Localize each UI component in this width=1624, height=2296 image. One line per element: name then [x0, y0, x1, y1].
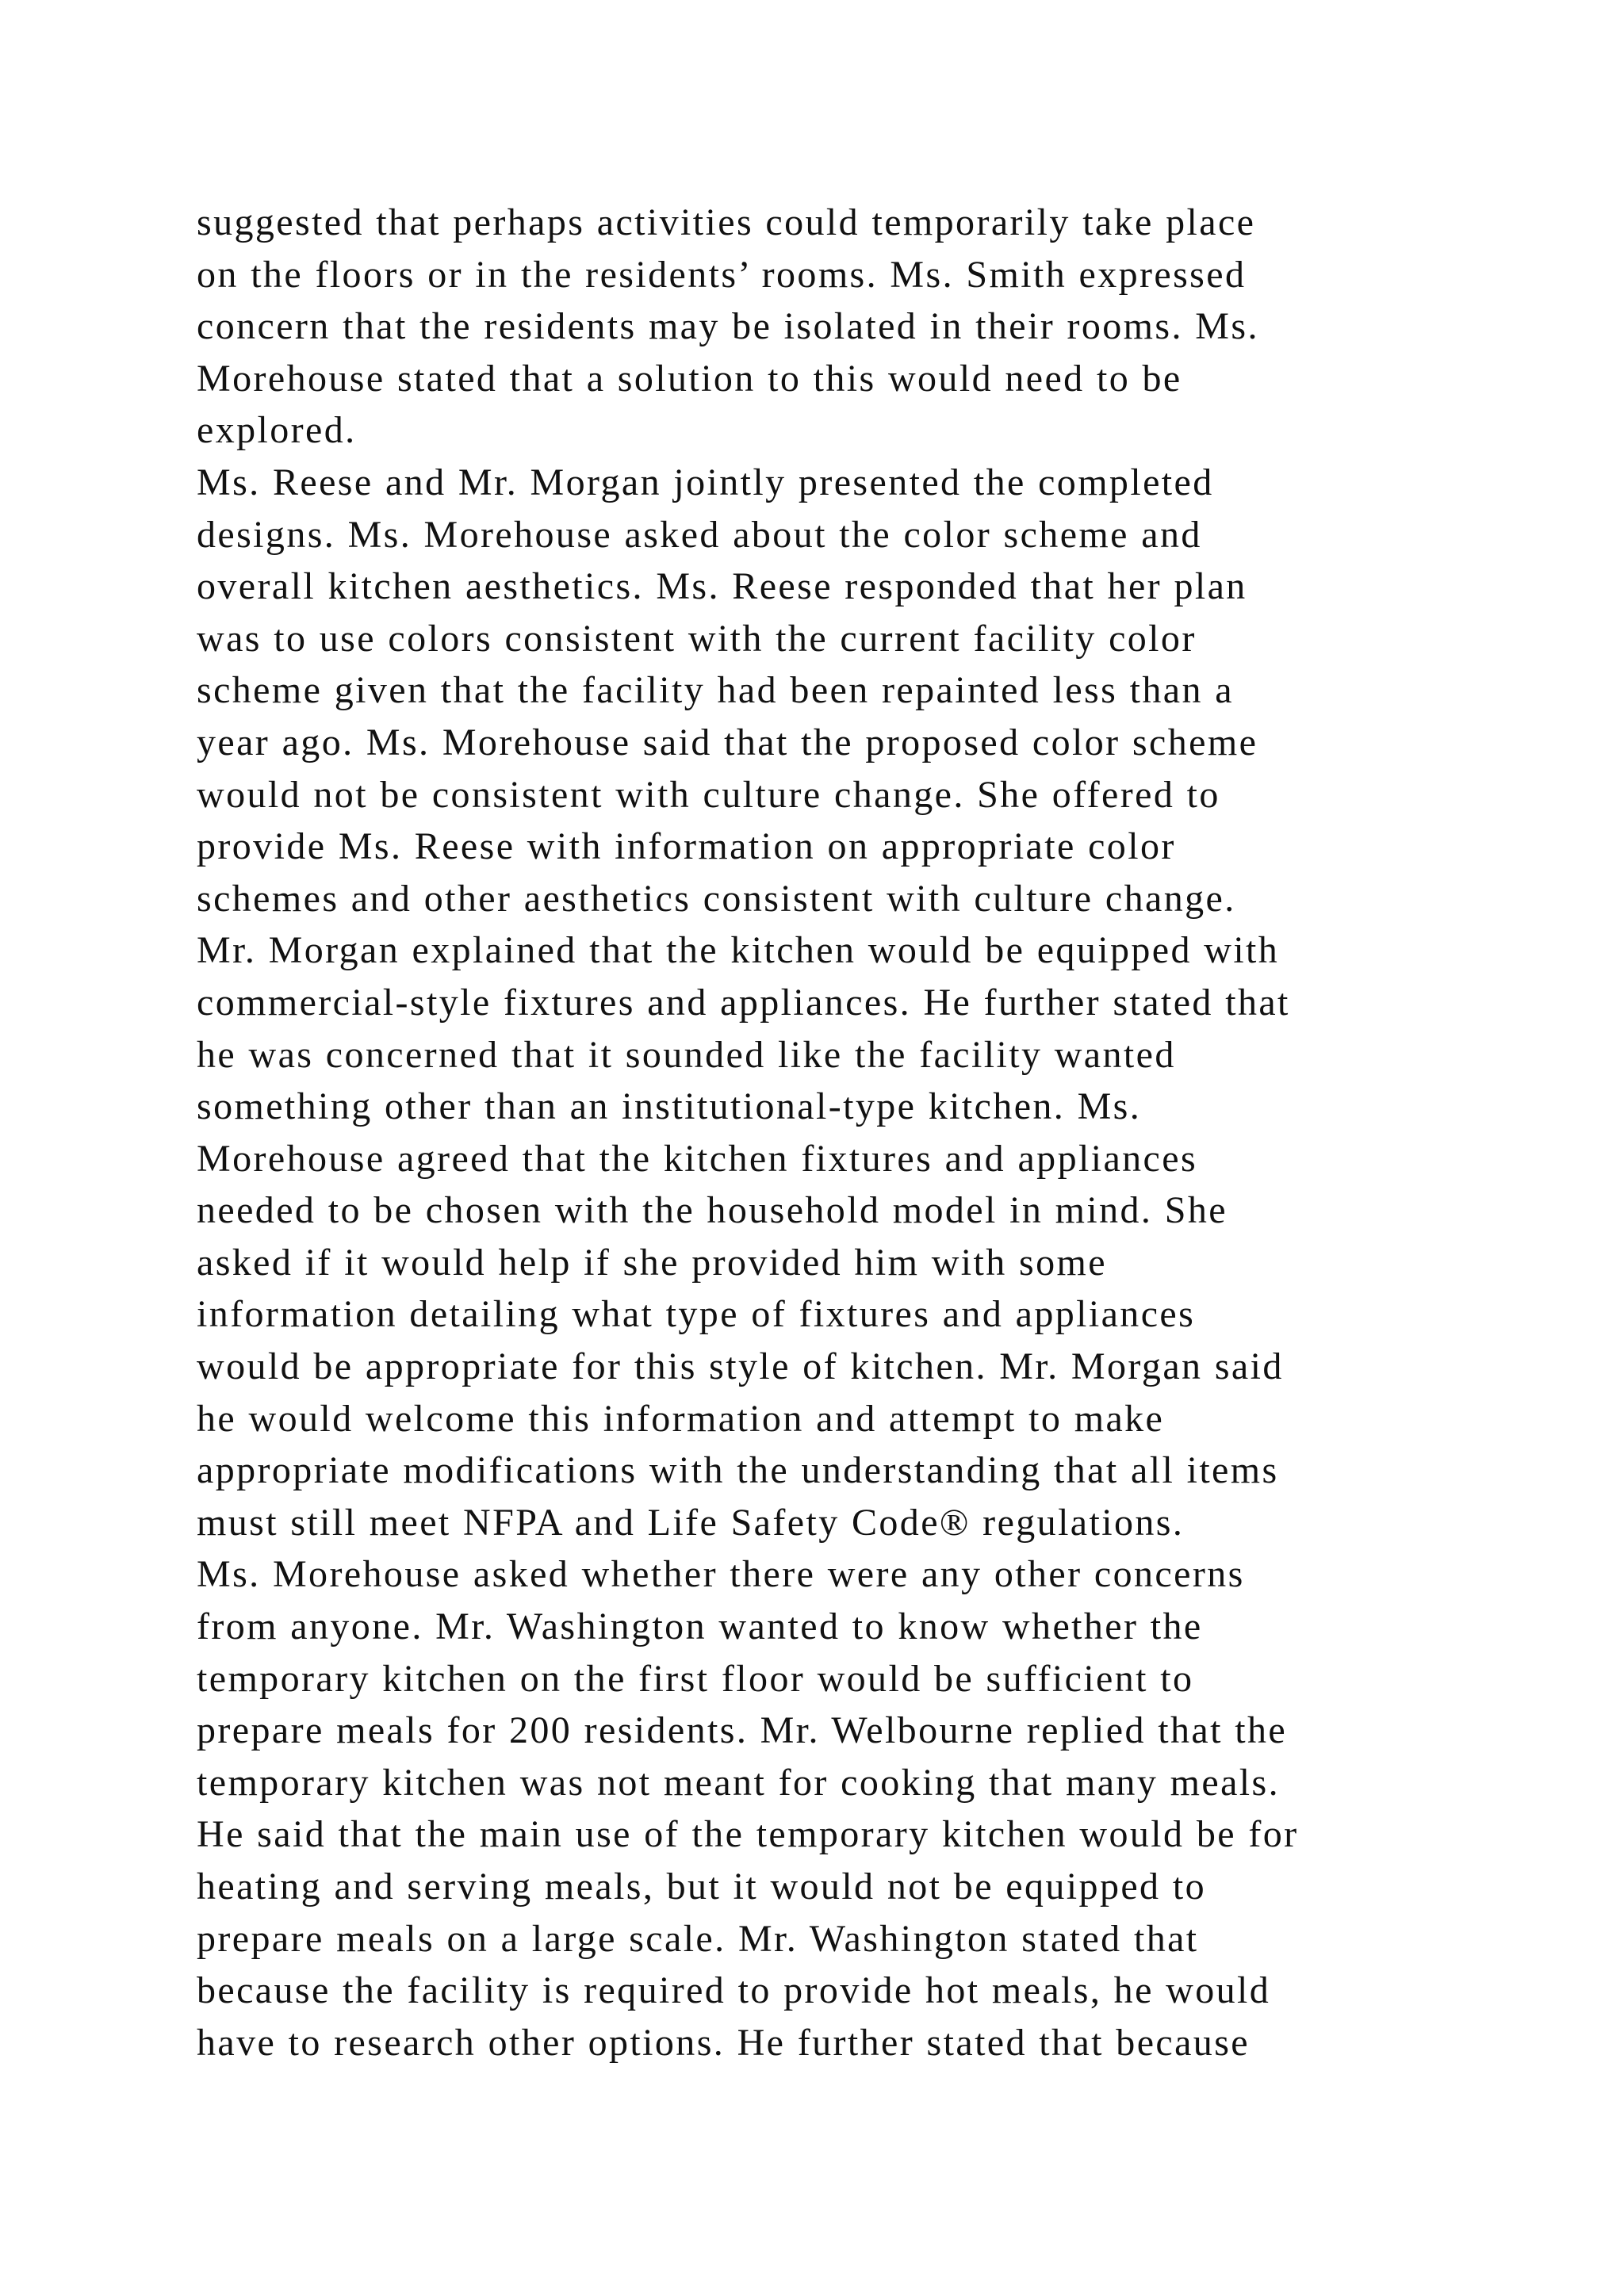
text-line: provide Ms. Reese with information on appropriate color	[197, 825, 1176, 868]
text-line: designs. Ms. Morehouse asked about the color scheme and	[197, 513, 1202, 556]
text-line: prepare meals on a large scale. Mr. Washington stated that	[197, 1917, 1199, 1960]
text-line: He said that the main use of the temporary kitchen would be for	[197, 1813, 1299, 1856]
text-line: Morehouse stated that a solution to this would need to be	[197, 357, 1182, 400]
text-line: prepare meals for 200 residents. Mr. Welbourne replied that the	[197, 1709, 1288, 1752]
text-line: would not be consistent with culture change. She offered to	[197, 773, 1220, 816]
text-line: overall kitchen aesthetics. Ms. Reese responded that her plan	[197, 565, 1247, 608]
text-line: appropriate modifications with the understanding that all items	[197, 1449, 1279, 1492]
text-line: asked if it would help if she provided him with some	[197, 1241, 1107, 1284]
body-text	[197, 197, 1465, 2068]
text-line: Ms. Reese and Mr. Morgan jointly presented the completed	[197, 461, 1214, 503]
text-line: on the floors or in the residents’ rooms. Ms. Smith expressed	[197, 253, 1247, 296]
text-line: explored.	[197, 409, 357, 452]
text-line: was to use colors consistent with the current facility color	[197, 617, 1197, 660]
text-line: temporary kitchen on the first floor would be sufficient to	[197, 1657, 1194, 1700]
text-line: temporary kitchen was not meant for cooking that many meals.	[197, 1761, 1280, 1804]
text-line: schemes and other aesthetics consistent with culture change.	[197, 877, 1236, 920]
text-line: heating and serving meals, but it would not be equipped to	[197, 1866, 1206, 1908]
text-line: commercial-style fixtures and appliances. He further stated that	[197, 981, 1290, 1024]
text-line: he was concerned that it sounded like the facility wanted	[197, 1033, 1176, 1076]
text-line: Mr. Morgan explained that the kitchen would be equipped with	[197, 929, 1280, 972]
text-line: concern that the residents may be isolated in their rooms. Ms.	[197, 305, 1259, 348]
text-line: Ms. Morehouse asked whether there were any other concerns	[197, 1553, 1245, 1596]
text-line: something other than an institutional-type kitchen. Ms.	[197, 1085, 1142, 1128]
text-line: because the facility is required to provide hot meals, he would	[197, 1969, 1271, 2012]
text-line: would be appropriate for this style of kitchen. Mr. Morgan said	[197, 1345, 1284, 1388]
text-line: from anyone. Mr. Washington wanted to know whether the	[197, 1605, 1203, 1648]
text-line: year ago. Ms. Morehouse said that the proposed color scheme	[197, 721, 1258, 763]
text-line: he would welcome this information and attempt to make	[197, 1397, 1165, 1440]
text-line: have to research other options. He further stated that because	[197, 2021, 1250, 2064]
text-line: scheme given that the facility had been repainted less than a	[197, 669, 1234, 712]
text-line: Morehouse agreed that the kitchen fixtures and appliances	[197, 1137, 1198, 1180]
text-line: information detailing what type of fixtures and appliances	[197, 1293, 1196, 1336]
text-line: suggested that perhaps activities could temporarily take place	[197, 201, 1256, 243]
text-line: needed to be chosen with the household model in mind. She	[197, 1189, 1228, 1232]
text-line: must still meet NFPA and Life Safety Code® regulations.	[197, 1501, 1185, 1544]
